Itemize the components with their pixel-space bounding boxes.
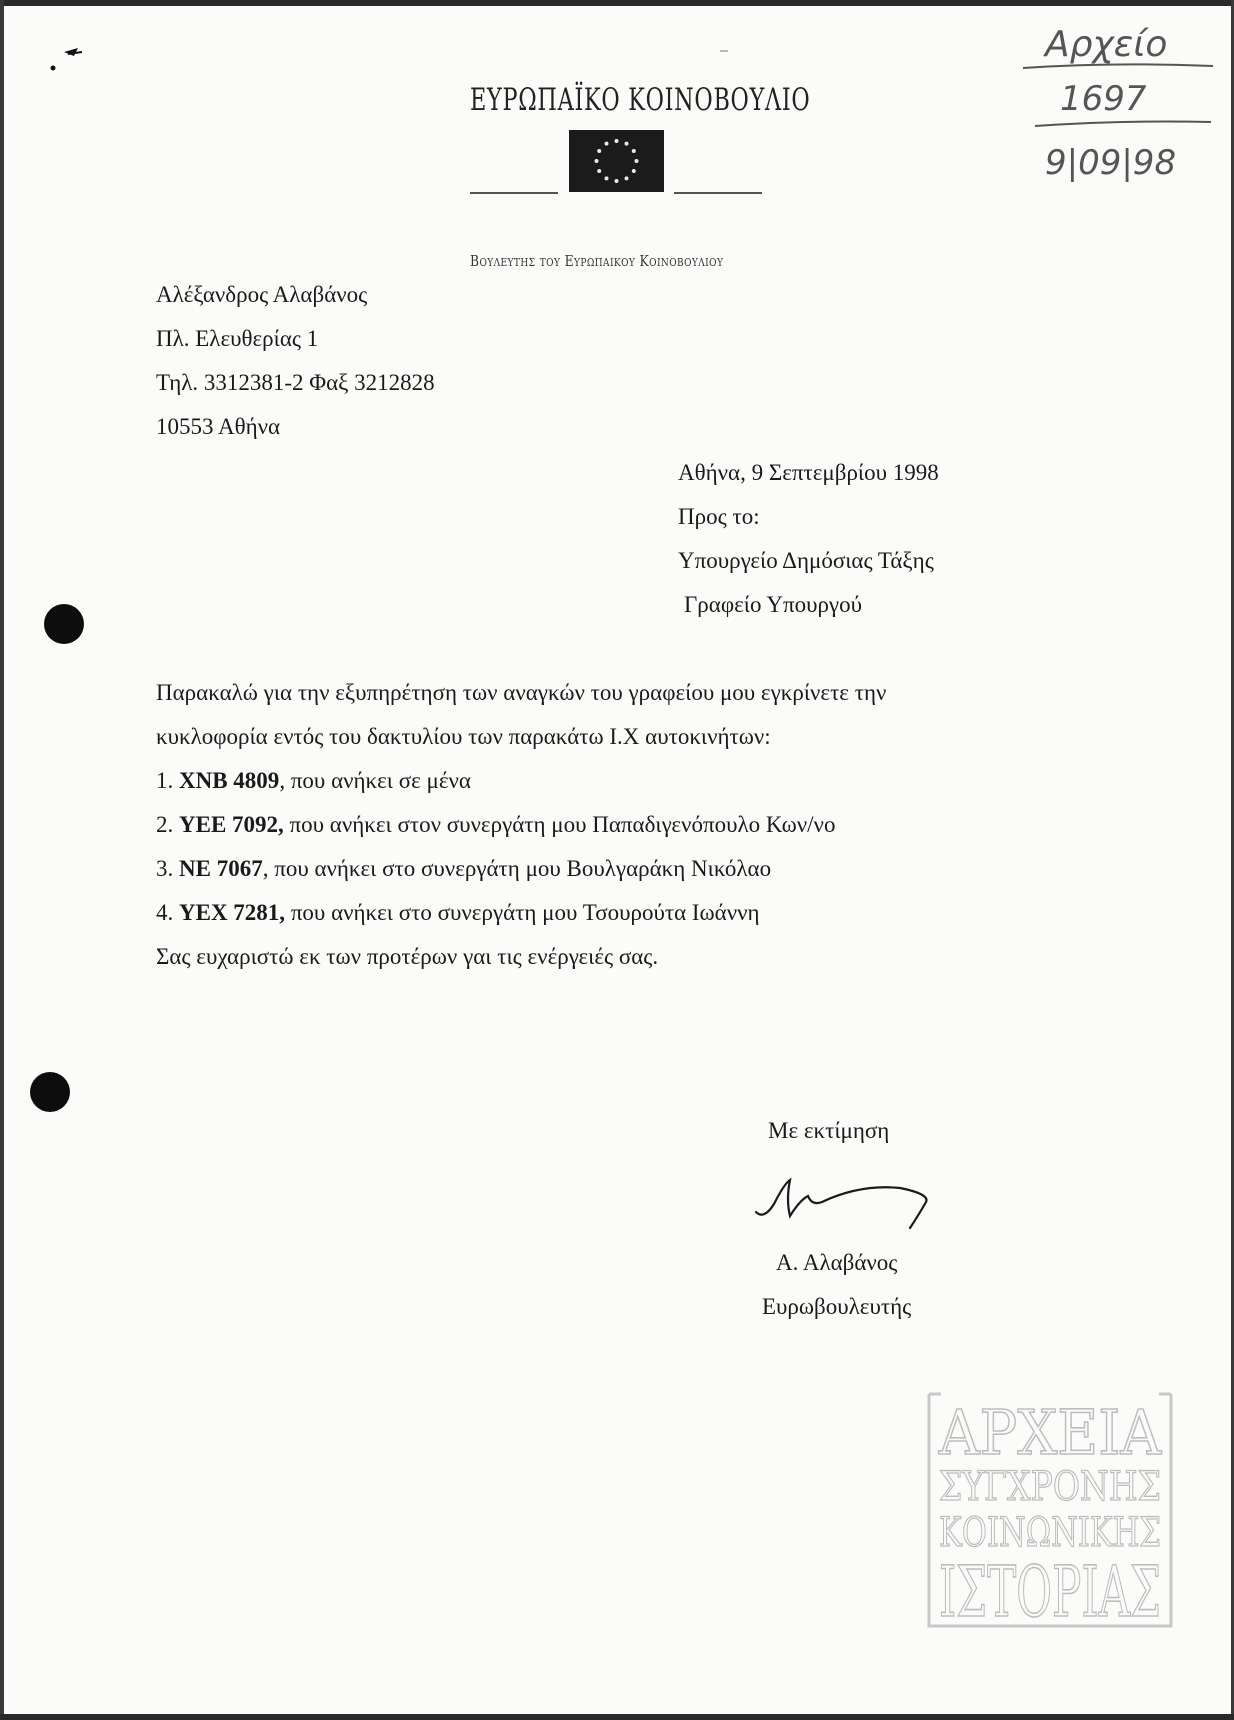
signoff-title: Ευρωβουλευτής xyxy=(762,1294,912,1319)
vehicle-item-1 xyxy=(156,768,471,794)
eu-flag-star xyxy=(595,159,599,163)
sender-address: Πλ. Ελευθερίας 1 xyxy=(156,326,319,351)
eu-flag-star xyxy=(625,176,629,180)
letterhead-subtitle: Βουλευτης του Ευρωπαικου Κοινοβουλιου xyxy=(470,252,724,270)
vehicle-item-4 xyxy=(156,900,760,926)
vehicle-plate: ΧΝΒ 4809 xyxy=(179,768,280,793)
scan-border-bottom xyxy=(0,1714,1234,1720)
recipient-office: Γραφείο Υπουργού xyxy=(684,592,862,617)
letterhead-institution: ΕΥΡΩΠΑΪΚΟ ΚΟΙΝΟΒΟΥΛΙΟ xyxy=(470,82,811,118)
signoff-greeting: Με εκτίμηση xyxy=(768,1118,890,1143)
handwritten-signature xyxy=(750,1160,950,1240)
sender-phone-fax: Τηλ. 3312381-2 Φαξ 3212828 xyxy=(156,370,435,395)
scan-border-left xyxy=(0,0,4,1720)
sender-city: 10553 Αθήνα xyxy=(156,414,281,439)
closing-line: Σας ευχαριστώ εκ των προτέρων γαι τις ενέργειές σας. xyxy=(156,944,659,969)
vehicle-item-number: 1. xyxy=(156,768,174,793)
signoff-name: Α. Αλαβάνος xyxy=(776,1250,898,1275)
eu-flag-star xyxy=(597,169,601,173)
eu-flag-star xyxy=(615,139,619,143)
archive-stamp xyxy=(1015,18,1220,188)
archive-stamp-number: 1697 xyxy=(1060,79,1147,119)
archive-stamp-date: 9|09|98 xyxy=(1045,143,1177,183)
eu-flag-star xyxy=(597,149,601,153)
letterhead-rule-right xyxy=(674,192,762,194)
letter-date: Αθήνα, 9 Σεπτεμβρίου 1998 xyxy=(678,460,939,485)
vehicle-item-2 xyxy=(156,812,835,838)
watermark-line-4: ΙΣΤΟΡΙΑΣ xyxy=(939,1551,1161,1633)
body-line-2: κυκλοφορία εντός του δακτυλίου των παρακάτω Ι.Χ αυτοκινήτων: xyxy=(156,724,771,749)
archive-watermark-logo xyxy=(925,1390,1175,1633)
sender-name: Αλέξανδρος Αλαβάνος xyxy=(156,282,368,307)
vehicle-owner: που ανήκει στο συνεργάτη μου Τσουρούτα Ιωάννη xyxy=(285,900,760,925)
eu-flag-star xyxy=(635,159,639,163)
vehicle-plate: ΥΕΕ 7092, xyxy=(179,812,284,837)
letterhead-rule-left xyxy=(470,192,558,194)
eu-flag-icon xyxy=(569,130,664,192)
eu-flag-star xyxy=(605,176,609,180)
vehicle-item-3 xyxy=(156,856,771,882)
scan-speck xyxy=(720,50,728,52)
vehicle-owner: , που ανήκει στο συνεργάτη μου Βουλγαράκη Νικόλαο xyxy=(262,856,772,881)
vehicle-plate: ΝΕ 7067 xyxy=(179,856,263,881)
recipient-ministry: Υπουργείο Δημόσιας Τάξης xyxy=(678,548,934,573)
vehicle-owner: , που ανήκει σε μένα xyxy=(279,768,471,793)
body-line-1: Παρακαλώ για την εξυπηρέτηση των αναγκών του γραφείου μου εγκρίνετε την xyxy=(156,680,887,705)
corner-mark-icon xyxy=(48,44,93,74)
eu-flag-star xyxy=(615,179,619,183)
archive-stamp-label: Αρχείο xyxy=(1045,24,1168,65)
vehicle-owner: που ανήκει στον συνεργάτη μου Παπαδιγενόπουλο Κων/νο xyxy=(283,812,836,837)
vehicle-item-number: 3. xyxy=(156,856,174,881)
recipient-to-label: Προς το: xyxy=(678,504,760,529)
scan-border-top xyxy=(0,0,1234,6)
watermark-line-3: ΚΟΙΝΩΝΙΚΗΣ xyxy=(939,1510,1161,1556)
eu-flag-star xyxy=(605,142,609,146)
eu-flag-star xyxy=(625,142,629,146)
vehicle-item-number: 4. xyxy=(156,900,174,925)
vehicle-plate: ΥΕΧ 7281, xyxy=(179,900,286,925)
punch-hole-upper xyxy=(44,604,84,644)
vehicle-item-number: 2. xyxy=(156,812,174,837)
watermark-line-2: ΣΥΓΧΡΟΝΗΣ xyxy=(939,1464,1161,1510)
eu-flag-star xyxy=(632,169,636,173)
punch-hole-lower xyxy=(30,1072,70,1112)
watermark-line-1: ΑΡΧΕΙΑ xyxy=(938,1396,1163,1469)
eu-flag-star xyxy=(632,149,636,153)
